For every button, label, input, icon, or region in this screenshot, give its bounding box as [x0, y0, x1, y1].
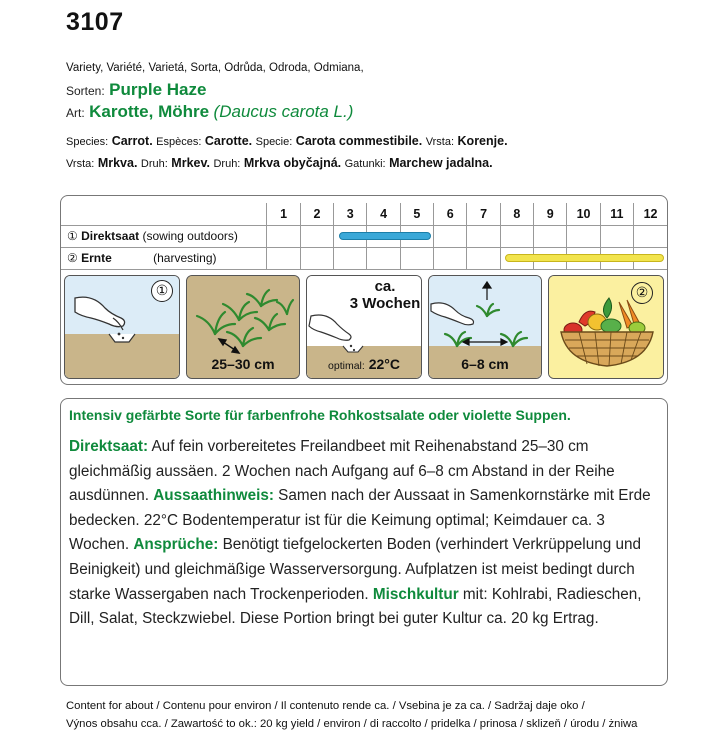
species-label: Vrsta:: [425, 136, 455, 148]
month-label: 3: [334, 203, 367, 225]
product-code: 3107: [66, 8, 124, 36]
step-badge-2: ②: [631, 282, 653, 304]
row-name: Ernte: [81, 251, 112, 265]
species-label: Specie:: [255, 136, 293, 148]
footer-line-1: Content for about / Contenu pour environ / Il contenuto rende ca. / Vsebina je za ca. / Sadržaj daje oko /: [66, 700, 585, 712]
description-text: [69, 435, 665, 632]
step-badge-1: ①: [151, 280, 173, 302]
species-value: Mrkev.: [171, 156, 210, 170]
heading-ansprueche: Ansprüche:: [133, 536, 219, 554]
species-label: Druh:: [213, 158, 241, 170]
row-note: (sowing outdoors): [142, 229, 238, 243]
calendar-row-label-sowing: [61, 225, 267, 247]
text-aussaathinweis: Samen nach der Aussaat in Samenkornstärke mit Erde bedecken. 22°C Bodentemperatur ist für die Keimung optimal; Keimdauer ca. 3 Wochen.: [69, 487, 651, 554]
calendar-row-label-harvest: [61, 247, 267, 269]
month-label: 8: [500, 203, 533, 225]
row-number: ①: [67, 229, 78, 243]
species-label: Espèces:: [156, 136, 202, 148]
month-label: 4: [367, 203, 400, 225]
species-row-2: [66, 156, 493, 170]
description-box: [60, 398, 668, 686]
sorten-label: Sorten:: [66, 84, 105, 98]
month-label: 10: [567, 203, 600, 225]
species-value: Mrkva.: [97, 156, 138, 170]
pictogram-sowing: [64, 275, 180, 379]
species-value: Korenje.: [457, 134, 508, 148]
pictogram-row-spacing: [186, 275, 300, 379]
footer-line-2: Výnos obsahu cca. / Zawartość to ok.: 20 kg yield / environ / di raccolto / pridelka / prinosa / sklizeň / úrodu / żniwa: [66, 718, 638, 730]
species-value: Marchew jadalna.: [389, 156, 493, 170]
species-row-1: [66, 134, 508, 148]
species-value: Mrkva obyčajná.: [243, 156, 342, 170]
month-label: 7: [467, 203, 500, 225]
text-ansprueche: Benötigt tiefgelockerten Boden (verhindert Verkrüppelung und Beinigkeit) und gleichmäßige Wasserversorgung. Aufplatzen ist meist bedingt durch starke Wassergaben nach Trockenperioden.: [69, 536, 641, 603]
row-number: ②: [67, 251, 78, 265]
pictogram-harvest: [548, 275, 664, 379]
temperature-prefix: optimal:: [328, 360, 365, 372]
sowing-period-bar: [339, 232, 431, 240]
latin-name: (Daucus carota L.): [213, 102, 354, 121]
variety-languages: Variety, Variété, Varietá, Sorta, Odrůda, Odroda, Odmiana,: [66, 62, 364, 74]
temperature-value: 22°C: [368, 356, 400, 372]
text-direktsaat: Auf fein vorbereitetes Freilandbeet mit Reihenabstand 25–30 cm gleichmäßig aussäen. 2 Wochen nach Aufgang auf 6–8 cm Abstand in der Reihe ausdünnen.: [69, 438, 615, 505]
pictogram-germination: [306, 275, 422, 379]
heading-mischkultur: Mischkultur: [372, 585, 459, 603]
sorten-line: [66, 80, 206, 100]
species-label: Gatunki:: [344, 158, 386, 170]
text-mischkultur: mit: Kohlrabi, Radieschen, Dill, Salat, Steckzwiebel. Diese Portion bringt bei guter Kultur ca. 20 kg Ertrag.: [69, 585, 642, 628]
month-label: 5: [400, 203, 433, 225]
month-label: 1: [267, 203, 300, 225]
row-note: (harvesting): [153, 251, 217, 265]
month-label: 2: [300, 203, 333, 225]
variety-intro: Intensiv gefärbte Sorte für farbenfrohe Rohkostsalate oder violette Suppen.: [69, 407, 571, 423]
species-label: Species:: [66, 136, 109, 148]
row-spacing-caption: 25–30 cm: [211, 356, 275, 372]
heading-direktsaat: Direktsaat:: [69, 438, 149, 455]
art-label: Art:: [66, 106, 85, 120]
harvest-period-bar: [505, 254, 664, 262]
month-label: 11: [600, 203, 633, 225]
month-label: 12: [634, 203, 667, 225]
variety-name: Purple Haze: [109, 80, 207, 99]
species-label: Vrsta:: [66, 158, 95, 170]
heading-aussaathinweis: Aussaathinweis:: [153, 487, 274, 505]
art-line: [66, 102, 353, 122]
duration-value: 3 Wochen: [349, 295, 421, 312]
row-name: Direktsaat: [81, 229, 140, 243]
germination-duration: [347, 278, 422, 312]
species-name: Karotte, Möhre: [89, 102, 210, 121]
species-value: Carrot.: [111, 134, 153, 148]
species-value: Carota commestibile.: [295, 134, 423, 148]
month-label: 6: [434, 203, 467, 225]
plant-spacing-caption: 6–8 cm: [461, 356, 509, 372]
pictogram-thinning: [428, 275, 542, 379]
month-label: 9: [534, 203, 567, 225]
temperature-caption: [307, 356, 421, 372]
duration-prefix: ca.: [374, 278, 396, 295]
species-label: Druh:: [140, 158, 168, 170]
species-value: Carotte.: [204, 134, 253, 148]
